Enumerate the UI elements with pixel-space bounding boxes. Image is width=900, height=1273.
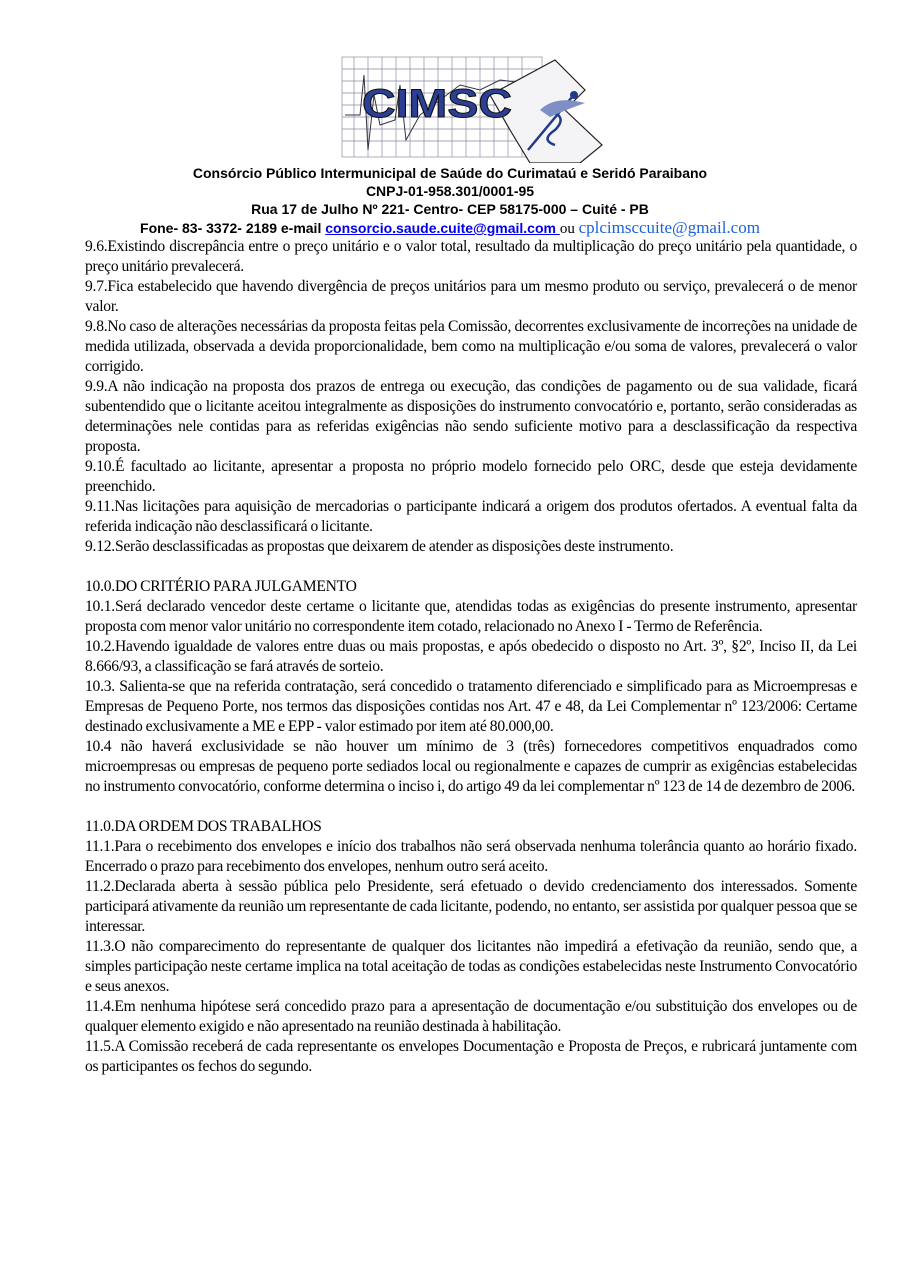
- paragraph-9-8: 9.8.No caso de alterações necessárias da proposta feitas pela Comissão, decorrentes exclusivamente de incorreções na unidade de medida utilizada, observada a devida proporcionalidade, bem como na multiplicação e/ou soma de valores, prevalecerá o valor corrigido.: [85, 318, 857, 375]
- paragraph-9-7: 9.7.Fica estabelecido que havendo divergência de preços unitários para um mesmo produto ou serviço, prevalecerá o de menor valor.: [85, 278, 857, 315]
- paragraph-9-12: 9.12.Serão desclassificadas as propostas que deixarem de atender as disposições deste instrumento.: [85, 538, 674, 555]
- paragraph-11-3: 11.3.O não comparecimento do representante de qualquer dos licitantes não impedirá a efetivação da reunião, sendo que, a simples participação neste certame implica na total aceitação de todas as condições estabelecidas neste Instrumento Convocatório e seus anexos.: [85, 938, 857, 995]
- paragraph-10-4: 10.4 não haverá exclusividade se não houver um mínimo de 3 (três) fornecedores competitivos enquadrados como microempresas ou empresas de pequeno porte sediados local ou regionalmente e capazes de cumprir as exigências estabelecidas no instrumento convocatório, conforme determina o inciso i, do artigo 49 da lei complementar nº 123 de 14 de dezembro de 2006.: [85, 738, 857, 795]
- section-heading-10: 10.0.DO CRITÉRIO PARA JULGAMENTO: [85, 578, 357, 595]
- paragraph-10-3: 10.3. Salienta-se que na referida contratação, será concedido o tratamento diferenciado e simplificado para as Microempresas e Empresas de Pequeno Porte, nos termos das disposições contidas nos Art. 47 e 48, da Lei Complementar nº 123/2006: Certame destinado exclusivamente a ME e EPP - valor estimado por item até 80.000,00.: [85, 678, 857, 735]
- paragraph-11-2: 11.2.Declarada aberta à sessão pública pelo Presidente, será efetuado o devido credenciamento dos interessados. Somente participará ativamente da reunião um representante de cada licitante, podendo, no entanto, ser assistida por qualquer pessoa que se interessar.: [85, 878, 857, 935]
- document-body: [85, 237, 857, 1077]
- svg-text:CIMSC: CIMSC: [362, 82, 512, 126]
- spacer: [85, 797, 857, 817]
- org-name: Consórcio Público Intermunicipal de Saúde do Curimataú e Seridó Paraibano: [192, 165, 708, 181]
- email-link-consorcio[interactable]: consorcio.saude.cuite@gmail.com: [325, 220, 560, 236]
- paragraph-10-1: 10.1.Será declarado vencedor deste certame o licitante que, atendidas todas as exigências do presente instrumento, apresentar proposta com menor valor unitário no correspondente item cotado, relacionado no Anexo I - Termo de Referência.: [85, 598, 857, 635]
- paragraph-10-2: 10.2.Havendo igualdade de valores entre duas ou mais propostas, e após obedecido o disposto no Art. 3º, §2º, Inciso II, da Lei 8.666/93, a classificação se fará através de sorteio.: [85, 638, 857, 675]
- paragraph-9-6: 9.6.Existindo discrepância entre o preço unitário e o valor total, resultado da multiplicação do preço unitário pela quantidade, o preço unitário prevalecerá.: [85, 238, 857, 275]
- paragraph-9-10: 9.10.É facultado ao licitante, apresentar a proposta no próprio modelo fornecido pelo ORC, desde que esteja devidamente preenchido.: [85, 458, 857, 495]
- paragraph-9-11: 9.11.Nas licitações para aquisição de mercadorias o participante indicará a origem dos produtos ofertados. A eventual falta da referida indicação não desclassificará o licitante.: [85, 498, 857, 535]
- or-text: ou: [559, 221, 579, 237]
- phone-label: Fone- 83- 3372- 2189 e-mail: [140, 220, 326, 236]
- cnpj: CNPJ-01-958.301/0001-95: [365, 183, 535, 199]
- paragraph-9-9: 9.9.A não indicação na proposta dos prazos de entrega ou execução, das condições de pagamento ou de sua validade, ficará subentendido que o licitante aceitou integralmente as disposições do instrumento convocatório e, portanto, serão consideradas as determinações nele contidas para as referidas exigências não sendo suficiente motivo para a desclassificação da respectiva proposta.: [85, 378, 857, 455]
- address: Rua 17 de Julho Nº 221- Centro- CEP 58175-000 – Cuité - PB: [251, 201, 649, 217]
- section-heading-11: 11.0.DA ORDEM DOS TRABALHOS: [85, 818, 322, 835]
- email-link-cpl[interactable]: cplcimsccuite@gmail.com: [578, 218, 760, 237]
- cimsc-logo: [340, 55, 606, 163]
- contact-line: [0, 218, 900, 238]
- paragraph-11-5: 11.5.A Comissão receberá de cada representante os envelopes Documentação e Proposta de Preços, e rubricará juntamente com os participantes os fechos do segundo.: [85, 1038, 857, 1075]
- spacer: [85, 557, 857, 577]
- paragraph-11-1: 11.1.Para o recebimento dos envelopes e início dos trabalhos não será observada nenhuma tolerância quanto ao horário fixado. Encerrado o prazo para recebimento dos envelopes, nenhum outro será aceito.: [85, 838, 857, 875]
- paragraph-11-4: 11.4.Em nenhuma hipótese será concedido prazo para a apresentação de documentação e/ou substituição dos envelopes ou de qualquer elemento exigido e não apresentado na reunião destinada à habilitação.: [85, 998, 857, 1035]
